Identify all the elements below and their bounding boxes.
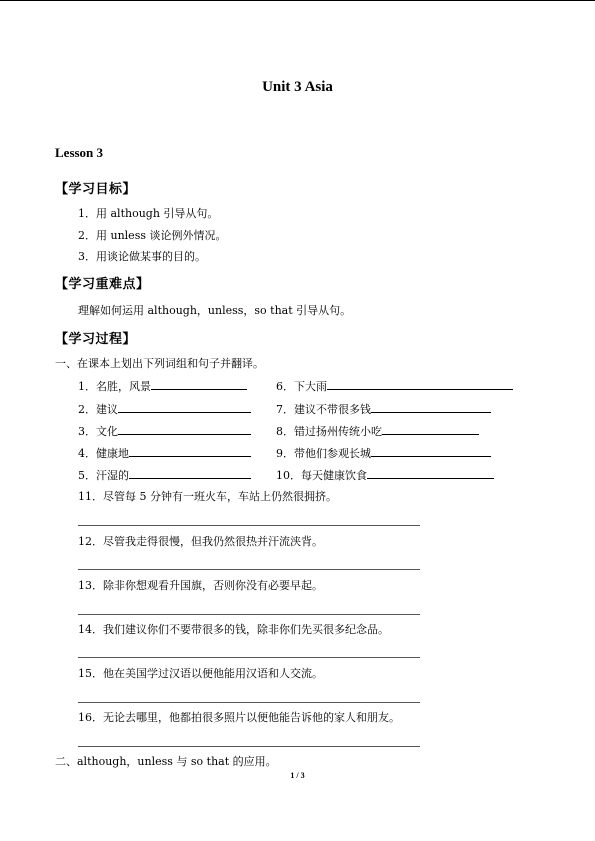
vocab-item: 5．汗湿的 [78,468,251,483]
vocab-item: 4．健康地 [78,446,251,461]
objective-item: 1．用 although 引导从句。 [78,207,219,220]
objectives-heading: 【学习目标】 [55,182,137,197]
vocab-item: 2．建议 [78,402,251,417]
objective-item: 3．用谈论做某事的目的。 [78,250,206,263]
vocab-item: 1．名胜，风景 [78,379,247,394]
process-heading: 【学习过程】 [55,332,137,347]
vocab-item: 7．建议不带很多钱 [276,402,491,417]
vocab-item: 8．错过扬州传统小吃 [276,424,479,439]
sentence-item: 13．除非你想观看升国旗，否则你没有必要早起。 [78,579,323,592]
sentence-item: 14．我们建议你们不要带很多的钱，除非你们先买很多纪念品。 [78,623,389,636]
sentence-item: 15．他在美国学过汉语以便他能用汉语和人交流。 [78,667,323,680]
answer-line [78,657,420,658]
vocab-item: 10．每天健康饮食 [276,468,494,483]
sentence-item: 11．尽管每 5 分钟有一班火车，车站上仍然很拥挤。 [78,490,337,503]
answer-line [78,525,420,526]
page-number: 1 / 3 [290,771,305,780]
answer-line [78,614,420,615]
answer-line [78,702,420,703]
key-points-text: 理解如何运用 although，unless，so that 引导从句。 [78,304,352,317]
key-points-heading: 【学习重难点】 [55,277,150,292]
sentence-item: 16．无论去哪里，他都拍很多照片以便他能告诉他的家人和朋友。 [78,711,400,724]
page-title: Unit 3 Asia [262,79,333,95]
vocab-item: 3．文化 [78,424,251,439]
vocab-item: 6．下大雨 [276,379,513,394]
objective-item: 2．用 unless 谈论例外情况。 [78,229,227,242]
page-top-border [0,0,595,1]
lesson-heading: Lesson 3 [55,145,104,160]
answer-line [78,569,420,570]
vocab-item: 9．带他们参观长城 [276,446,491,461]
sentence-item: 12．尽管我走得很慢，但我仍然很热并汗流浃背。 [78,535,323,548]
part2-title: 二、although，unless 与 so that 的应用。 [55,755,277,768]
part1-title: 一、在课本上划出下列词组和句子并翻译。 [55,357,264,370]
answer-line [78,746,420,747]
